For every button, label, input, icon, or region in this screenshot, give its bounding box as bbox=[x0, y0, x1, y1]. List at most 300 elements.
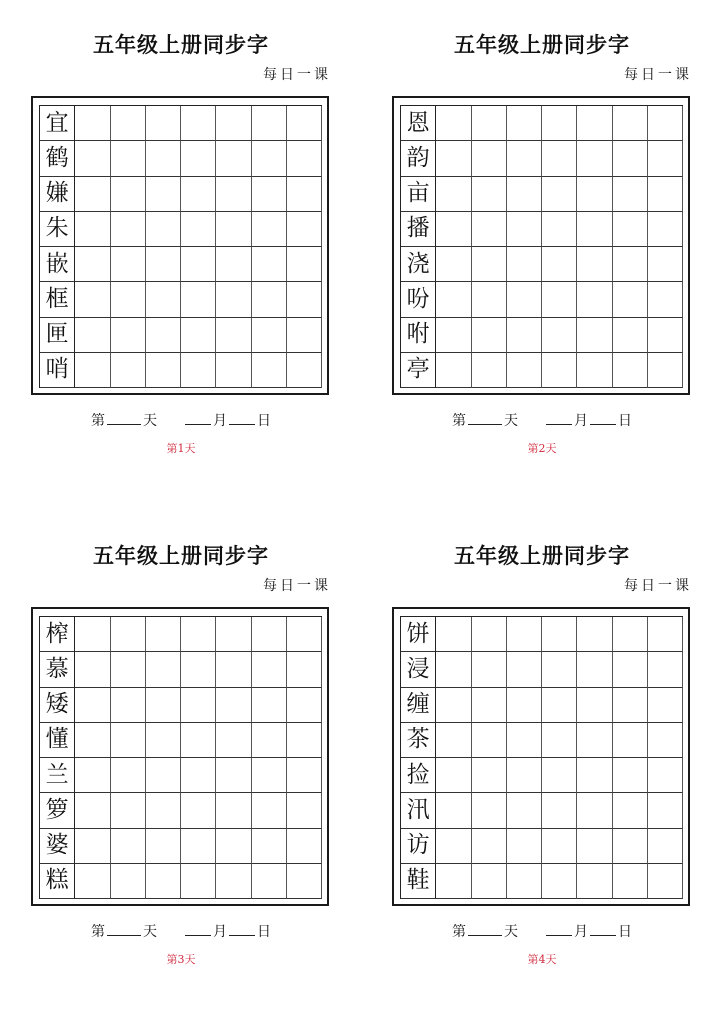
practice-cell[interactable] bbox=[648, 793, 683, 828]
writing-grid-frame bbox=[31, 607, 329, 906]
practice-cell[interactable] bbox=[146, 353, 181, 388]
practice-cell[interactable] bbox=[252, 106, 287, 141]
practice-cell[interactable] bbox=[287, 177, 322, 212]
writing-grid bbox=[39, 105, 322, 388]
practice-cell[interactable] bbox=[111, 212, 146, 247]
practice-cell[interactable] bbox=[146, 829, 181, 864]
day-number-blank[interactable] bbox=[468, 410, 502, 425]
practice-cell[interactable] bbox=[216, 177, 251, 212]
practice-cell[interactable] bbox=[75, 106, 110, 141]
month-blank[interactable] bbox=[546, 921, 572, 936]
practice-cell[interactable] bbox=[436, 793, 471, 828]
practice-cell[interactable] bbox=[216, 212, 251, 247]
practice-cell[interactable] bbox=[216, 617, 251, 652]
practice-cell[interactable] bbox=[648, 177, 683, 212]
sheet-title: 五年级上册同步字 bbox=[454, 543, 630, 568]
month-suffix: 月 bbox=[213, 413, 227, 429]
practice-cell[interactable] bbox=[75, 282, 110, 317]
practice-cell[interactable] bbox=[542, 318, 577, 353]
practice-cell[interactable] bbox=[181, 864, 216, 899]
practice-cell[interactable] bbox=[613, 353, 648, 388]
practice-cell[interactable] bbox=[577, 177, 612, 212]
day-label: 第4天 bbox=[527, 953, 557, 966]
practice-cell[interactable] bbox=[613, 829, 648, 864]
model-character-cell: 榨 bbox=[40, 617, 75, 652]
practice-cell[interactable] bbox=[216, 688, 251, 723]
model-character-cell: 吩 bbox=[401, 282, 436, 317]
practice-cell[interactable] bbox=[111, 282, 146, 317]
practice-cell[interactable] bbox=[181, 829, 216, 864]
date-prefix: 第 bbox=[452, 413, 466, 429]
practice-cell[interactable] bbox=[287, 864, 322, 899]
practice-cell[interactable] bbox=[472, 758, 507, 793]
practice-cell[interactable] bbox=[181, 353, 216, 388]
model-character-cell: 糕 bbox=[40, 864, 75, 899]
practice-cell[interactable] bbox=[472, 212, 507, 247]
practice-cell[interactable] bbox=[181, 141, 216, 176]
practice-cell[interactable] bbox=[252, 617, 287, 652]
model-character-cell: 朱 bbox=[40, 212, 75, 247]
practice-cell[interactable] bbox=[181, 247, 216, 282]
practice-cell[interactable] bbox=[613, 864, 648, 899]
practice-cell[interactable] bbox=[613, 758, 648, 793]
practice-cell[interactable] bbox=[613, 106, 648, 141]
practice-cell[interactable] bbox=[111, 864, 146, 899]
model-character-cell: 缠 bbox=[401, 688, 436, 723]
date-blank[interactable] bbox=[590, 410, 616, 425]
model-character-cell: 嫌 bbox=[40, 177, 75, 212]
practice-cell[interactable] bbox=[252, 652, 287, 687]
day-suffix: 天 bbox=[504, 413, 518, 429]
practice-cell[interactable] bbox=[111, 318, 146, 353]
practice-cell[interactable] bbox=[252, 141, 287, 176]
model-character-cell: 汛 bbox=[401, 793, 436, 828]
practice-cell[interactable] bbox=[613, 212, 648, 247]
practice-cell[interactable] bbox=[648, 688, 683, 723]
practice-cell[interactable] bbox=[146, 177, 181, 212]
practice-cell[interactable] bbox=[216, 793, 251, 828]
practice-cell[interactable] bbox=[577, 617, 612, 652]
practice-cell[interactable] bbox=[648, 247, 683, 282]
practice-cell[interactable] bbox=[577, 282, 612, 317]
practice-cell[interactable] bbox=[216, 318, 251, 353]
date-suffix: 日 bbox=[618, 413, 632, 429]
practice-cell[interactable] bbox=[613, 652, 648, 687]
practice-cell[interactable] bbox=[577, 106, 612, 141]
practice-cell[interactable] bbox=[542, 617, 577, 652]
practice-cell[interactable] bbox=[648, 723, 683, 758]
practice-cell[interactable] bbox=[252, 247, 287, 282]
practice-cell[interactable] bbox=[181, 688, 216, 723]
practice-cell[interactable] bbox=[146, 212, 181, 247]
practice-cell[interactable] bbox=[146, 793, 181, 828]
practice-cell[interactable] bbox=[436, 353, 471, 388]
practice-cell[interactable] bbox=[577, 758, 612, 793]
practice-cell[interactable] bbox=[75, 688, 110, 723]
practice-cell[interactable] bbox=[146, 141, 181, 176]
date-blank[interactable] bbox=[229, 921, 255, 936]
date-line bbox=[31, 410, 331, 431]
date-prefix: 第 bbox=[452, 924, 466, 940]
practice-cell[interactable] bbox=[507, 617, 542, 652]
practice-cell[interactable] bbox=[648, 617, 683, 652]
practice-cell[interactable] bbox=[542, 106, 577, 141]
month-blank[interactable] bbox=[546, 410, 572, 425]
practice-cell[interactable] bbox=[252, 177, 287, 212]
practice-cell[interactable] bbox=[75, 247, 110, 282]
model-character-cell: 亭 bbox=[401, 353, 436, 388]
practice-cell[interactable] bbox=[75, 829, 110, 864]
practice-sheet-day-2 bbox=[392, 1, 692, 471]
model-character-cell: 茶 bbox=[401, 723, 436, 758]
writing-grid bbox=[400, 105, 683, 388]
date-prefix: 第 bbox=[91, 924, 105, 940]
day-suffix: 天 bbox=[143, 413, 157, 429]
practice-cell[interactable] bbox=[613, 141, 648, 176]
practice-cell[interactable] bbox=[577, 723, 612, 758]
practice-cell[interactable] bbox=[216, 141, 251, 176]
practice-cell[interactable] bbox=[507, 688, 542, 723]
practice-cell[interactable] bbox=[542, 864, 577, 899]
model-character-cell: 访 bbox=[401, 829, 436, 864]
practice-cell[interactable] bbox=[111, 688, 146, 723]
practice-cell[interactable] bbox=[507, 353, 542, 388]
practice-cell[interactable] bbox=[287, 282, 322, 317]
practice-cell[interactable] bbox=[146, 864, 181, 899]
practice-cell[interactable] bbox=[507, 829, 542, 864]
practice-cell[interactable] bbox=[436, 177, 471, 212]
practice-cell[interactable] bbox=[613, 617, 648, 652]
practice-cell[interactable] bbox=[472, 106, 507, 141]
practice-cell[interactable] bbox=[648, 652, 683, 687]
practice-cell[interactable] bbox=[507, 247, 542, 282]
practice-cell[interactable] bbox=[472, 282, 507, 317]
model-character-cell: 鹤 bbox=[40, 141, 75, 176]
practice-cell[interactable] bbox=[648, 106, 683, 141]
practice-cell[interactable] bbox=[613, 793, 648, 828]
practice-cell[interactable] bbox=[648, 212, 683, 247]
practice-cell[interactable] bbox=[287, 212, 322, 247]
practice-cell[interactable] bbox=[648, 758, 683, 793]
model-character-cell: 矮 bbox=[40, 688, 75, 723]
practice-cell[interactable] bbox=[542, 353, 577, 388]
practice-cell[interactable] bbox=[75, 617, 110, 652]
day-number-blank[interactable] bbox=[107, 410, 141, 425]
practice-cell[interactable] bbox=[287, 758, 322, 793]
date-blank[interactable] bbox=[590, 921, 616, 936]
practice-cell[interactable] bbox=[472, 793, 507, 828]
practice-cell[interactable] bbox=[181, 617, 216, 652]
month-suffix: 月 bbox=[574, 413, 588, 429]
practice-cell[interactable] bbox=[252, 793, 287, 828]
practice-cell[interactable] bbox=[111, 793, 146, 828]
practice-cell[interactable] bbox=[577, 829, 612, 864]
sheet-title: 五年级上册同步字 bbox=[93, 543, 269, 568]
practice-cell[interactable] bbox=[75, 758, 110, 793]
practice-cell[interactable] bbox=[436, 829, 471, 864]
practice-cell[interactable] bbox=[216, 723, 251, 758]
practice-cell[interactable] bbox=[542, 652, 577, 687]
practice-cell[interactable] bbox=[216, 652, 251, 687]
practice-cell[interactable] bbox=[472, 617, 507, 652]
practice-cell[interactable] bbox=[181, 758, 216, 793]
practice-cell[interactable] bbox=[181, 723, 216, 758]
date-suffix: 日 bbox=[257, 413, 271, 429]
practice-cell[interactable] bbox=[146, 247, 181, 282]
practice-cell[interactable] bbox=[507, 212, 542, 247]
month-blank[interactable] bbox=[185, 921, 211, 936]
practice-cell[interactable] bbox=[507, 141, 542, 176]
practice-cell[interactable] bbox=[542, 282, 577, 317]
practice-cell[interactable] bbox=[216, 758, 251, 793]
practice-cell[interactable] bbox=[287, 688, 322, 723]
practice-cell[interactable] bbox=[181, 106, 216, 141]
practice-cell[interactable] bbox=[472, 141, 507, 176]
day-suffix: 天 bbox=[504, 924, 518, 940]
practice-cell[interactable] bbox=[542, 177, 577, 212]
practice-cell[interactable] bbox=[472, 688, 507, 723]
practice-cell[interactable] bbox=[252, 829, 287, 864]
practice-cell[interactable] bbox=[75, 212, 110, 247]
practice-cell[interactable] bbox=[252, 688, 287, 723]
day-suffix: 天 bbox=[143, 924, 157, 940]
practice-cell[interactable] bbox=[252, 318, 287, 353]
model-character-cell: 框 bbox=[40, 282, 75, 317]
practice-cell[interactable] bbox=[542, 829, 577, 864]
practice-cell[interactable] bbox=[111, 353, 146, 388]
practice-cell[interactable] bbox=[146, 617, 181, 652]
practice-cell[interactable] bbox=[577, 688, 612, 723]
practice-cell[interactable] bbox=[577, 793, 612, 828]
sheet-title: 五年级上册同步字 bbox=[454, 32, 630, 57]
practice-cell[interactable] bbox=[111, 758, 146, 793]
model-character-cell: 嵌 bbox=[40, 247, 75, 282]
practice-cell[interactable] bbox=[542, 141, 577, 176]
date-line bbox=[392, 410, 692, 431]
practice-cell[interactable] bbox=[577, 212, 612, 247]
practice-cell[interactable] bbox=[252, 758, 287, 793]
practice-cell[interactable] bbox=[507, 106, 542, 141]
practice-cell[interactable] bbox=[111, 141, 146, 176]
practice-cell[interactable] bbox=[111, 177, 146, 212]
model-character-cell: 韵 bbox=[401, 141, 436, 176]
practice-cell[interactable] bbox=[542, 793, 577, 828]
practice-cell[interactable] bbox=[252, 353, 287, 388]
practice-cell[interactable] bbox=[613, 688, 648, 723]
practice-cell[interactable] bbox=[146, 652, 181, 687]
practice-cell[interactable] bbox=[472, 652, 507, 687]
practice-cell[interactable] bbox=[216, 106, 251, 141]
practice-cell[interactable] bbox=[75, 793, 110, 828]
model-character-cell: 浇 bbox=[401, 247, 436, 282]
practice-cell[interactable] bbox=[146, 723, 181, 758]
practice-cell[interactable] bbox=[216, 864, 251, 899]
date-suffix: 日 bbox=[618, 924, 632, 940]
practice-cell[interactable] bbox=[472, 247, 507, 282]
practice-cell[interactable] bbox=[111, 723, 146, 758]
writing-grid bbox=[39, 616, 322, 899]
practice-cell[interactable] bbox=[648, 829, 683, 864]
practice-cell[interactable] bbox=[648, 318, 683, 353]
practice-cell[interactable] bbox=[252, 282, 287, 317]
practice-cell[interactable] bbox=[287, 318, 322, 353]
date-prefix: 第 bbox=[91, 413, 105, 429]
practice-cell[interactable] bbox=[146, 282, 181, 317]
practice-cell[interactable] bbox=[287, 723, 322, 758]
practice-cell[interactable] bbox=[287, 652, 322, 687]
practice-cell[interactable] bbox=[542, 212, 577, 247]
practice-cell[interactable] bbox=[436, 247, 471, 282]
practice-cell[interactable] bbox=[613, 318, 648, 353]
practice-cell[interactable] bbox=[507, 758, 542, 793]
practice-cell[interactable] bbox=[613, 282, 648, 317]
date-blank[interactable] bbox=[229, 410, 255, 425]
practice-cell[interactable] bbox=[216, 829, 251, 864]
model-character-cell: 兰 bbox=[40, 758, 75, 793]
practice-cell[interactable] bbox=[436, 688, 471, 723]
practice-cell[interactable] bbox=[472, 864, 507, 899]
practice-cell[interactable] bbox=[75, 723, 110, 758]
practice-cell[interactable] bbox=[287, 617, 322, 652]
practice-cell[interactable] bbox=[507, 318, 542, 353]
model-character-cell: 懂 bbox=[40, 723, 75, 758]
model-character-cell: 亩 bbox=[401, 177, 436, 212]
practice-cell[interactable] bbox=[75, 652, 110, 687]
practice-cell[interactable] bbox=[507, 177, 542, 212]
practice-cell[interactable] bbox=[577, 247, 612, 282]
practice-cell[interactable] bbox=[75, 177, 110, 212]
practice-cell[interactable] bbox=[287, 247, 322, 282]
practice-cell[interactable] bbox=[436, 652, 471, 687]
model-character-cell: 饼 bbox=[401, 617, 436, 652]
practice-cell[interactable] bbox=[507, 864, 542, 899]
model-character-cell: 咐 bbox=[401, 318, 436, 353]
practice-cell[interactable] bbox=[216, 282, 251, 317]
practice-cell[interactable] bbox=[287, 141, 322, 176]
practice-cell[interactable] bbox=[436, 617, 471, 652]
practice-cell[interactable] bbox=[181, 318, 216, 353]
practice-cell[interactable] bbox=[648, 864, 683, 899]
practice-cell[interactable] bbox=[542, 688, 577, 723]
sheet-title: 五年级上册同步字 bbox=[93, 32, 269, 57]
practice-cell[interactable] bbox=[287, 793, 322, 828]
practice-cell[interactable] bbox=[542, 758, 577, 793]
practice-cell[interactable] bbox=[648, 141, 683, 176]
practice-cell[interactable] bbox=[181, 652, 216, 687]
practice-cell[interactable] bbox=[146, 688, 181, 723]
practice-cell[interactable] bbox=[252, 212, 287, 247]
practice-cell[interactable] bbox=[507, 793, 542, 828]
practice-cell[interactable] bbox=[287, 829, 322, 864]
practice-cell[interactable] bbox=[472, 829, 507, 864]
month-suffix: 月 bbox=[574, 924, 588, 940]
day-label: 第1天 bbox=[166, 442, 196, 455]
practice-cell[interactable] bbox=[577, 318, 612, 353]
practice-sheet-day-3 bbox=[31, 512, 331, 982]
practice-cell[interactable] bbox=[216, 247, 251, 282]
practice-sheet-day-4 bbox=[392, 512, 692, 982]
model-character-cell: 恩 bbox=[401, 106, 436, 141]
practice-cell[interactable] bbox=[181, 793, 216, 828]
practice-sheet-day-1 bbox=[31, 1, 331, 471]
practice-cell[interactable] bbox=[436, 212, 471, 247]
practice-cell[interactable] bbox=[507, 652, 542, 687]
practice-cell[interactable] bbox=[648, 353, 683, 388]
practice-cell[interactable] bbox=[436, 282, 471, 317]
practice-cell[interactable] bbox=[507, 282, 542, 317]
practice-cell[interactable] bbox=[577, 141, 612, 176]
practice-cell[interactable] bbox=[287, 106, 322, 141]
practice-cell[interactable] bbox=[252, 864, 287, 899]
practice-cell[interactable] bbox=[75, 864, 110, 899]
day-label: 第3天 bbox=[166, 953, 196, 966]
day-number-blank[interactable] bbox=[107, 921, 141, 936]
practice-cell[interactable] bbox=[472, 723, 507, 758]
writing-grid-frame bbox=[31, 96, 329, 395]
practice-cell[interactable] bbox=[75, 318, 110, 353]
model-character-cell: 播 bbox=[401, 212, 436, 247]
writing-grid bbox=[400, 616, 683, 899]
practice-cell[interactable] bbox=[577, 353, 612, 388]
practice-cell[interactable] bbox=[648, 282, 683, 317]
sheet-subtitle: 每日一课 bbox=[263, 578, 331, 594]
practice-cell[interactable] bbox=[181, 177, 216, 212]
practice-cell[interactable] bbox=[146, 106, 181, 141]
practice-cell[interactable] bbox=[252, 723, 287, 758]
practice-cell[interactable] bbox=[181, 282, 216, 317]
sheet-subtitle: 每日一课 bbox=[624, 578, 692, 594]
practice-cell[interactable] bbox=[613, 177, 648, 212]
practice-cell[interactable] bbox=[146, 318, 181, 353]
practice-cell[interactable] bbox=[287, 353, 322, 388]
model-character-cell: 浸 bbox=[401, 652, 436, 687]
practice-cell[interactable] bbox=[436, 141, 471, 176]
practice-cell[interactable] bbox=[436, 758, 471, 793]
writing-grid-frame bbox=[392, 96, 690, 395]
practice-cell[interactable] bbox=[75, 141, 110, 176]
practice-cell[interactable] bbox=[542, 723, 577, 758]
practice-cell[interactable] bbox=[472, 177, 507, 212]
model-character-cell: 慕 bbox=[40, 652, 75, 687]
day-number-blank[interactable] bbox=[468, 921, 502, 936]
practice-cell[interactable] bbox=[613, 723, 648, 758]
practice-cell[interactable] bbox=[577, 864, 612, 899]
practice-cell[interactable] bbox=[111, 829, 146, 864]
practice-cell[interactable] bbox=[436, 106, 471, 141]
practice-cell[interactable] bbox=[111, 106, 146, 141]
practice-cell[interactable] bbox=[436, 864, 471, 899]
practice-cell[interactable] bbox=[111, 617, 146, 652]
practice-cell[interactable] bbox=[75, 353, 110, 388]
month-blank[interactable] bbox=[185, 410, 211, 425]
practice-cell[interactable] bbox=[507, 723, 542, 758]
practice-cell[interactable] bbox=[436, 723, 471, 758]
model-character-cell: 哨 bbox=[40, 353, 75, 388]
practice-cell[interactable] bbox=[472, 353, 507, 388]
practice-cell[interactable] bbox=[111, 247, 146, 282]
month-suffix: 月 bbox=[213, 924, 227, 940]
practice-cell[interactable] bbox=[146, 758, 181, 793]
practice-cell[interactable] bbox=[472, 318, 507, 353]
practice-cell[interactable] bbox=[577, 652, 612, 687]
practice-cell[interactable] bbox=[436, 318, 471, 353]
practice-cell[interactable] bbox=[542, 247, 577, 282]
practice-cell[interactable] bbox=[111, 652, 146, 687]
practice-cell[interactable] bbox=[613, 247, 648, 282]
model-character-cell: 捡 bbox=[401, 758, 436, 793]
practice-cell[interactable] bbox=[181, 212, 216, 247]
practice-cell[interactable] bbox=[216, 353, 251, 388]
